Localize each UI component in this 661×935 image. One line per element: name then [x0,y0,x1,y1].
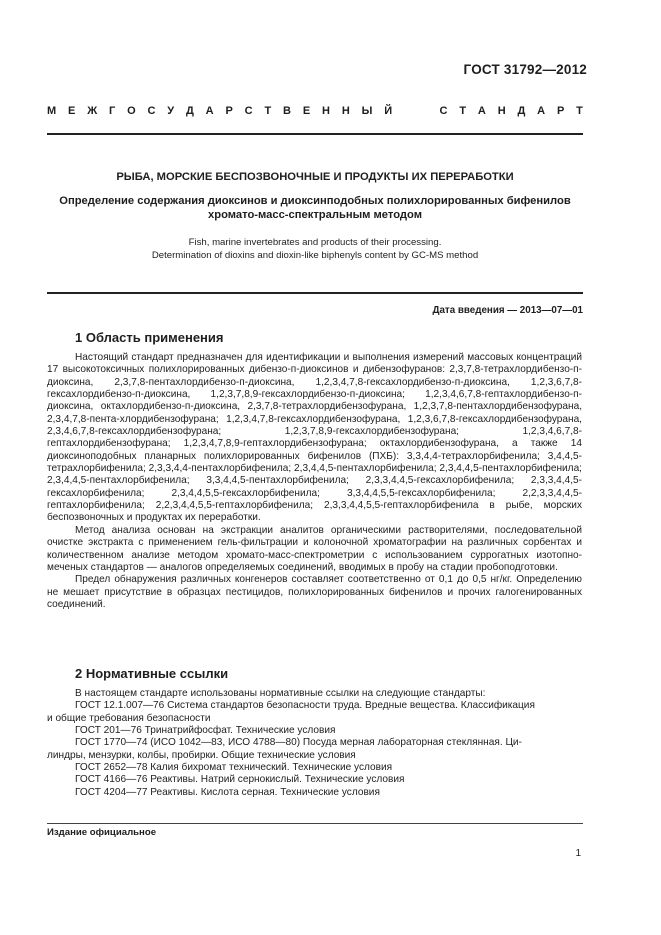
letter: Е [68,105,76,117]
reference-item [47,774,582,786]
letter: Д [517,105,526,117]
paragraph: Настоящий стандарт предназначен для идентификации и выполнения измерений массовых концентраций 17 высокотоксичных полихлорированных дибензо-п-диоксинов и дибензофуранов: 2,3,7,8-тетрахлордибензо-п-диоксина, 2,3,7,8-пентахлордибензо-п-диоксина, 1,2,3,4,7,8-гексахлордибензо-п-диоксина, 1,2,3,6,7,8-гексахлордибензо-п-диоксина, 1,2,3,7,8,9-гексахлордибензо-п-диоксина; 1,2,3,4,6,7,8-гептахлордибензо-п-диоксина, октахлордибензо-п-диоксина, 2,3,7,8-тетрахлордибензофурана, 1,2,3,7,8-пентахлордибензофурана, 2,3,4,7,8-пента-хлордибензофурана; 1,2,3,4,7,8-гексахлордибензофурана, 1,2,3,6,7,8-гексахлордибензофурана, 2,3,4,6,7,8-гексахлордибензофурана; 1,2,3,7,8,9-гексахлордибензофурана; 1,2,3,4,6,7,8-гептахлордибензофурана; 1,2,3,4,7,8,9-гептахлордибензофурана; октахлордибензофурана, а также 14 диоксиноподобных планарных полихлорированных бифенилов (ПХБ): 3,3,4,4-тетрахлорбифенила; 3,4,4,5-тетрахлорбифенила; 2,3,3,4,4-пентахлорбифенила; 2,3,4,4,5-пентахлорбифенила; 2,3,4,4,5-пентахлорбифенила; 2,3,4,4,5-пентахлорбифенила; 3,3,4,4,5-пентахлорбифенила; 2,3,3,4,4,5-гексахлорбифенила; 2,3,3,4,4,5-гексахлорбифенила; 2,3,4,4,5,5-гексахлорбифенила; 3,3,4,4,5,5-гексахлорбифенила; 2,2,3,3,4,4,5-гептахлорбифенила; 2,2,3,4,4,5,5-гептахлорбифенила; 2,3,3,4,4,5,5-гептахлорбифенила в рыбе, морских беспозвоночных и продуктах их переработки. [47,352,582,524]
reference-text: ГОСТ 12.1.007—76 Система стандартов безопасности труда. Вредные вещества. Классификация [75,700,535,712]
edition-label: Издание официальное [47,827,157,838]
section-1-heading: 1 Область применения [75,330,224,345]
paragraph: Предел обнаружения различных конгенеров составляет соответственно от 0,1 до 0,5 нг/кг. Определению не мешает присутствие в образцах пестицидов, полихлорированных бифенилов и прочих галогенированных соединений. [47,574,582,610]
normative-references [47,688,582,799]
letter: М [47,105,57,117]
letter: Т [459,105,467,117]
document-subtitle [47,194,583,222]
reference-continuation: и общие требования безопасности [47,712,211,724]
section-2-heading: 2 Нормативные ссылки [75,666,229,681]
reference-continuation: линдры, мензурки, колбы, пробирки. Общие технические условия [47,749,356,761]
page-number: 1 [575,848,581,859]
section-1-body [47,352,582,611]
subtitle-line: хромато-масс-спектральным методом [208,209,422,221]
references-intro: В настоящем стандарте использованы нормативные ссылки на следующие стандарты: [75,688,486,699]
letter: С [439,105,448,117]
english-title-line: Determination of dioxins and dioxin-like biphenyls content by GC-MS method [151,250,479,261]
letter: Д [185,105,194,117]
reference-item [47,700,582,725]
reference-item [47,787,582,799]
letter: А [205,105,214,117]
gost-code: ГОСТ 31792—2012 [463,62,587,77]
paragraph: Метод анализа основан на экстракции аналитов органическими растворителями, последовательной очистке экстракта с применением гель-фильтрации и колоночной хроматографии на различных сорбентах и количественном анализе методом хромато-масс-спектрометрии с использованием суррогатных изотопно-меченых стандартов — аналогов определяемых соединений, вводимых в пробу на стадии пробоподготовки. [47,524,582,573]
reference-text: ГОСТ 201—76 Тринатрийфосфат. Технические условия [75,725,336,737]
reference-item [47,762,582,774]
letter: Н [322,105,330,117]
reference-text: ГОСТ 4166—76 Реактивы. Натрий сернокислый. Технические условия [75,774,405,786]
letter: А [537,105,546,117]
english-title [47,236,583,262]
letter: Ы [361,105,373,117]
document-title: РЫБА, МОРСКИЕ БЕСПОЗВОНОЧНЫЕ И ПРОДУКТЫ ИХ ПЕРЕРАБОТКИ [116,171,514,183]
title-divider [47,292,583,294]
reference-text: ГОСТ 2652—78 Калия бихромат технический. Технические условия [75,762,393,774]
letter: Е [302,105,311,117]
letter: Р [225,105,233,117]
header-divider [47,133,583,135]
reference-text: ГОСТ 4204—77 Реактивы. Кислота серная. Технические условия [75,786,380,798]
reference-text: ГОСТ 1770—74 (ИСО 1042—83, ИСО 4788—80) Посуда мерная лабораторная стеклянная. Ци- [75,737,522,749]
letter: Г [109,105,116,117]
footer-divider [47,823,583,824]
letter: Т [264,105,272,117]
letter: А [477,105,486,117]
letter: Т [576,105,583,117]
letter: В [283,105,291,117]
letter: Н [497,105,506,117]
reference-item [47,737,582,762]
letter: Ж [87,105,98,117]
reference-item [47,725,582,737]
introduction-date: Дата введения — 2013—07—01 [432,305,583,316]
english-title-line: Fish, marine invertebrates and products of their processing. [188,237,442,248]
subtitle-line: Определение содержания диоксинов и диоксинподобных полихлорированных бифенилов [59,195,571,207]
letter: О [127,105,136,117]
interstate-standard-heading [47,105,583,117]
letter: У [167,105,175,117]
letter: Р [556,105,565,117]
letter: С [244,105,253,117]
letter: Й [384,105,393,117]
letter: С [147,105,156,117]
letter: Н [341,105,350,117]
